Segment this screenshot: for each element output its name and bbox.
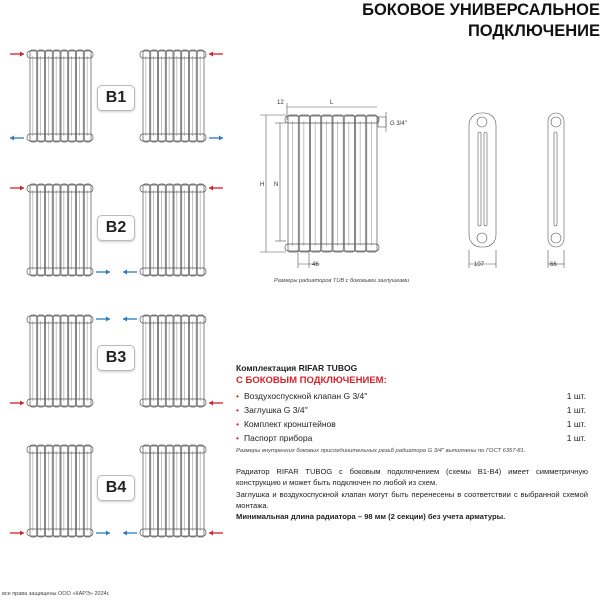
scheme-b2 [0,174,230,284]
radiator-section [143,184,150,276]
return-arrow-icon [96,317,110,322]
dim-12: 12 [277,100,284,106]
radiator-section [61,50,68,142]
radiator-section [197,315,204,407]
return-arrow-icon [209,136,223,141]
return-arrow-icon [96,270,110,275]
supply-arrow-icon [209,401,223,406]
dim-107: 107 [474,262,485,268]
radiator-section [182,315,189,407]
radiator-section [69,445,76,537]
kit-list [236,363,586,454]
radiator-section [46,184,53,276]
scheme-label: B1 [97,85,135,111]
radiator-section [159,184,166,276]
return-arrow-icon [96,531,110,536]
radiator-section [166,184,173,276]
radiator-section [151,50,158,142]
radiator-section [159,50,166,142]
radiator-section [38,445,45,537]
return-arrow-icon [123,270,137,275]
radiator-section [84,315,91,407]
radiator-section [159,445,166,537]
radiator-section [30,184,37,276]
radiator-section [197,50,204,142]
return-arrow-icon [123,317,137,322]
radiator-section [38,184,45,276]
radiator-section [356,115,366,252]
radiator-section [333,115,343,252]
radiator-section [61,184,68,276]
dim-h: H [260,182,265,188]
dimension-drawing [240,90,600,280]
radiator-section [84,184,91,276]
radiator-section [288,115,298,252]
radiator-section [190,445,197,537]
radiator-section [77,445,84,537]
radiator-section [182,445,189,537]
scheme-b3 [0,305,230,415]
radiator-section [174,184,181,276]
radiator-section [151,445,158,537]
radiator-section [174,50,181,142]
radiator-section [61,445,68,537]
radiator-section [311,115,321,252]
radiator-section [30,445,37,537]
radiator-section [46,445,53,537]
radiator-section [166,315,173,407]
radiator-section [143,50,150,142]
list-item: • Комплект кронштейнов 1 шт. [236,417,586,431]
radiator-section [77,315,84,407]
radiator-section [166,50,173,142]
dim-66: 66 [550,262,557,268]
list-item: • Заглушка G 3/4'' 1 шт. [236,403,586,417]
radiator-section [166,445,173,537]
radiator-section [190,184,197,276]
radiator-section [30,315,37,407]
radiator-section [190,315,197,407]
description: Радиатор RIFAR TUBOG с боковым подключением (схемы B1-B4) имеет симметричную конструкцию и может быть подключен по любой из схем. Заглушка и воздухоспускной клапан могут быть перенесены в соответствии с выбранной схемой монтажа. Минимальная длина радиатора – 98 мм (2 секции) без учета арматуры. [236,467,588,522]
radiator-section [53,445,60,537]
radiator-section [38,50,45,142]
radiator-section [182,50,189,142]
radiator-section [84,445,91,537]
dim-46: 46 [312,262,319,268]
copyright: все права защищены ООО «КАРЭ» 2024г. [2,591,110,597]
radiator-section [197,445,204,537]
radiator-section [174,445,181,537]
radiator-section [182,184,189,276]
radiator-section [299,115,309,252]
radiator-section [69,50,76,142]
scheme-label: B2 [97,215,135,241]
dim-thread: G 3/4'' [390,121,407,127]
radiator-section [84,50,91,142]
radiator-section [46,50,53,142]
list-item: • Воздухоспускной клапан G 3/4'' 1 шт. [236,389,586,403]
radiator-section [151,315,158,407]
supply-arrow-icon [10,401,24,406]
radiator-section [38,315,45,407]
page-title: БОКОВОЕ УНИВЕРСАЛЬНОЕ ПОДКЛЮЧЕНИЕ [362,1,600,40]
supply-arrow-icon [209,531,223,536]
radiator-section [322,115,332,252]
radiator-section [367,115,377,252]
scheme-b4 [0,435,230,545]
dim-l: L [330,100,334,106]
list-item: • Паспорт прибора 1 шт. [236,431,586,445]
radiator-section [30,50,37,142]
radiator-front-view [285,115,379,252]
radiator-section [61,315,68,407]
supply-arrow-icon [10,186,24,191]
radiator-section [143,445,150,537]
radiator-section [159,315,166,407]
supply-arrow-icon [10,52,24,57]
scheme-b1 [0,40,230,150]
kit-note: Размеры внутренних боковых присоединительных резьб радиатора G 3/4'' выполнены по ГОСТ 6357-81. [236,448,526,454]
radiator-section [53,184,60,276]
radiator-section [174,315,181,407]
radiator-section [151,184,158,276]
kit-heading: Комплектация RIFAR TUBOG [236,363,358,373]
radiator-section [69,184,76,276]
supply-arrow-icon [209,52,223,57]
scheme-label: B3 [97,345,135,371]
supply-arrow-icon [209,186,223,191]
radiator-section [77,184,84,276]
radiator-section [143,315,150,407]
dim-n: N [274,182,279,188]
return-arrow-icon [123,531,137,536]
radiator-section [77,50,84,142]
radiator-section [197,184,204,276]
scheme-label: B4 [97,475,135,501]
drawing-caption: Размеры радиаторов TUB с боковыми заглушками [274,278,410,284]
radiator-section [344,115,354,252]
radiator-section [53,315,60,407]
supply-arrow-icon [10,531,24,536]
radiator-section [46,315,53,407]
radiator-section [53,50,60,142]
radiator-section [69,315,76,407]
kit-subheading: С БОКОВЫМ ПОДКЛЮЧЕНИЕМ: [236,375,387,386]
radiator-section [190,50,197,142]
return-arrow-icon [10,136,24,141]
